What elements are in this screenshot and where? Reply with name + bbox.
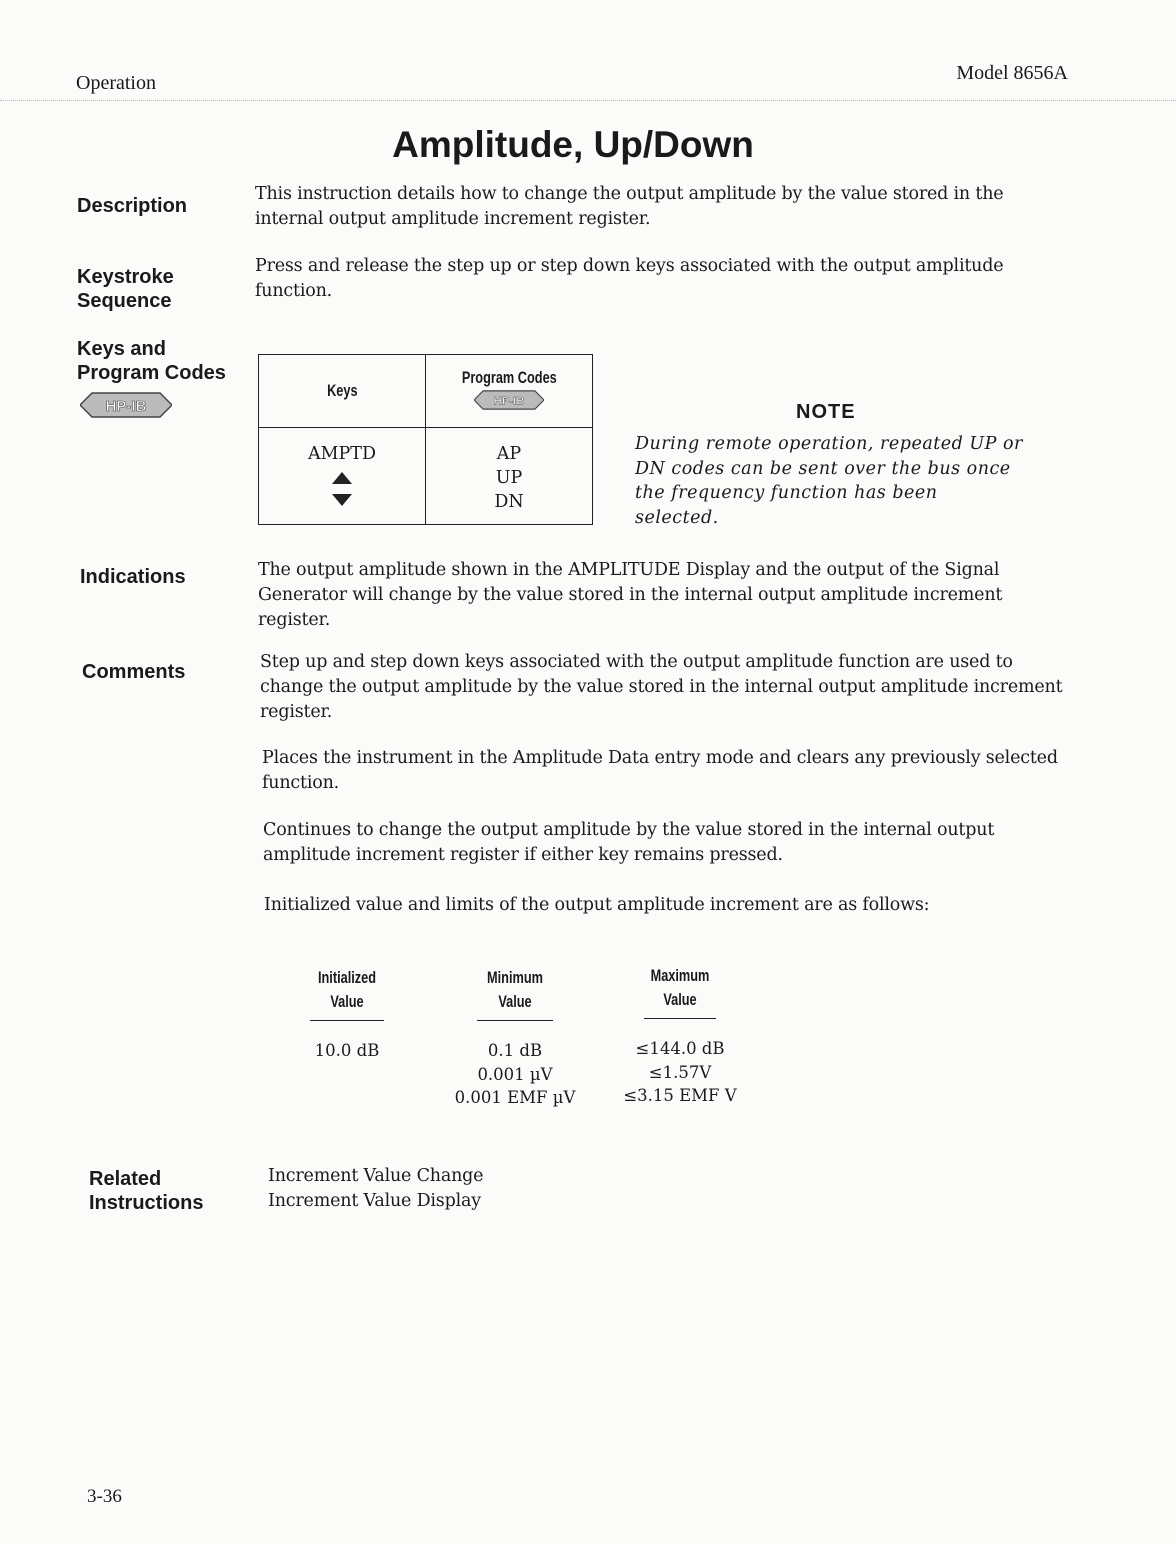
amptd-key: AMPTD — [307, 444, 377, 464]
indications-text: The output amplitude shown in the AMPLITUDE Display and the output of the Signal Generator will change by the value stored in the internal output amplitude increment register. — [258, 560, 1003, 630]
step-down-arrow-icon — [332, 494, 352, 506]
keys-codes-label-line1: Keys and — [77, 338, 166, 360]
col-header-line2: Value — [330, 992, 364, 1011]
keys-codes-label-line2: Program Codes — [77, 362, 226, 384]
keys-header-text: Keys — [326, 381, 358, 400]
keystroke-text: Press and release the step up or step down keys associated with the output amplitude function. — [255, 256, 1004, 301]
maximum-value: ≤144.0 dB — [635, 1039, 725, 1058]
keystroke-label-line2: Sequence — [77, 290, 172, 312]
codes-column-header — [426, 355, 593, 428]
keystroke-label-line1: Keystroke — [77, 266, 174, 288]
minimum-value-column — [430, 966, 600, 1110]
svg-text:HP-IB: HP-IB — [493, 395, 525, 408]
maximum-value: ≤3.15 EMF V — [623, 1086, 737, 1105]
comments-paragraph-2: Places the instrument in the Amplitude Data entry mode and clears any previously selected function. — [262, 748, 1058, 793]
comments-paragraph-3: Continues to change the output amplitude by the value stored in the internal output amplitude increment register if either key remains pressed. — [263, 820, 995, 865]
comments-paragraph-1: Step up and step down keys associated with the output amplitude function are used to change the output amplitude by the value stored in the internal output amplitude increment register. — [260, 652, 1063, 722]
codes-cell — [426, 428, 593, 525]
related-label-line2: Instructions — [89, 1192, 204, 1214]
initialized-value-column — [292, 966, 402, 1063]
minimum-value: 0.001 µV — [477, 1064, 553, 1084]
keys-codes-label — [77, 337, 226, 385]
comments-label: Comments — [82, 661, 186, 683]
minimum-value: 0.001 EMF µV — [454, 1088, 576, 1107]
col-header-line2: Value — [663, 990, 697, 1009]
comments-paragraph-4: Initialized value and limits of the output amplitude increment are as follows: — [264, 895, 930, 915]
keys-column-header — [259, 355, 426, 428]
section-header: Operation — [76, 72, 156, 94]
header-underline — [310, 1020, 384, 1021]
note-text: During remote operation, repeated UP or DN codes can be sent over the bus once the frequency function has been selected. — [635, 434, 1023, 528]
note-heading: NOTE — [796, 401, 856, 423]
step-up-arrow-icon — [332, 472, 352, 484]
page-title: Amplitude, Up/Down — [392, 124, 754, 165]
description-text: This instruction details how to change the output amplitude by the value stored in the internal output amplitude increment register. — [255, 184, 1004, 229]
header-rule — [0, 100, 1176, 101]
maximum-value-column — [600, 964, 760, 1108]
description-label: Description — [77, 195, 188, 217]
col-header-line1: Initialized — [317, 968, 377, 987]
related-label-line1: Related — [89, 1168, 162, 1190]
related-list — [268, 1164, 483, 1214]
maximum-value: ≤1.57V — [648, 1062, 712, 1082]
related-item-increment-value-change[interactable]: Increment Value Change — [268, 1166, 484, 1186]
col-header-line2: Value — [498, 992, 532, 1011]
page-number: 3-36 — [87, 1486, 122, 1507]
col-header-line1: Minimum — [487, 968, 543, 987]
keystroke-label — [77, 265, 174, 313]
svg-text:HP-IB: HP-IB — [105, 398, 147, 415]
indications-label: Indications — [80, 566, 186, 588]
hpib-logo-icon — [80, 392, 172, 418]
model-header: Model 8656A — [956, 62, 1068, 84]
code-ap: AP — [496, 444, 522, 464]
codes-header-text: Program Codes — [461, 367, 557, 387]
initialized-value: 10.0 dB — [314, 1041, 380, 1060]
header-underline — [644, 1018, 716, 1019]
keys-program-codes-table — [258, 354, 593, 525]
code-up: UP — [495, 468, 523, 488]
minimum-value: 0.1 dB — [487, 1041, 543, 1060]
col-header-line1: Maximum — [650, 966, 710, 985]
related-item-increment-value-display[interactable]: Increment Value Display — [268, 1191, 481, 1211]
related-label — [89, 1167, 203, 1215]
header-underline — [477, 1020, 553, 1021]
keys-cell — [259, 428, 426, 525]
hpib-logo-small-icon — [474, 390, 544, 410]
code-dn: DN — [494, 492, 524, 512]
